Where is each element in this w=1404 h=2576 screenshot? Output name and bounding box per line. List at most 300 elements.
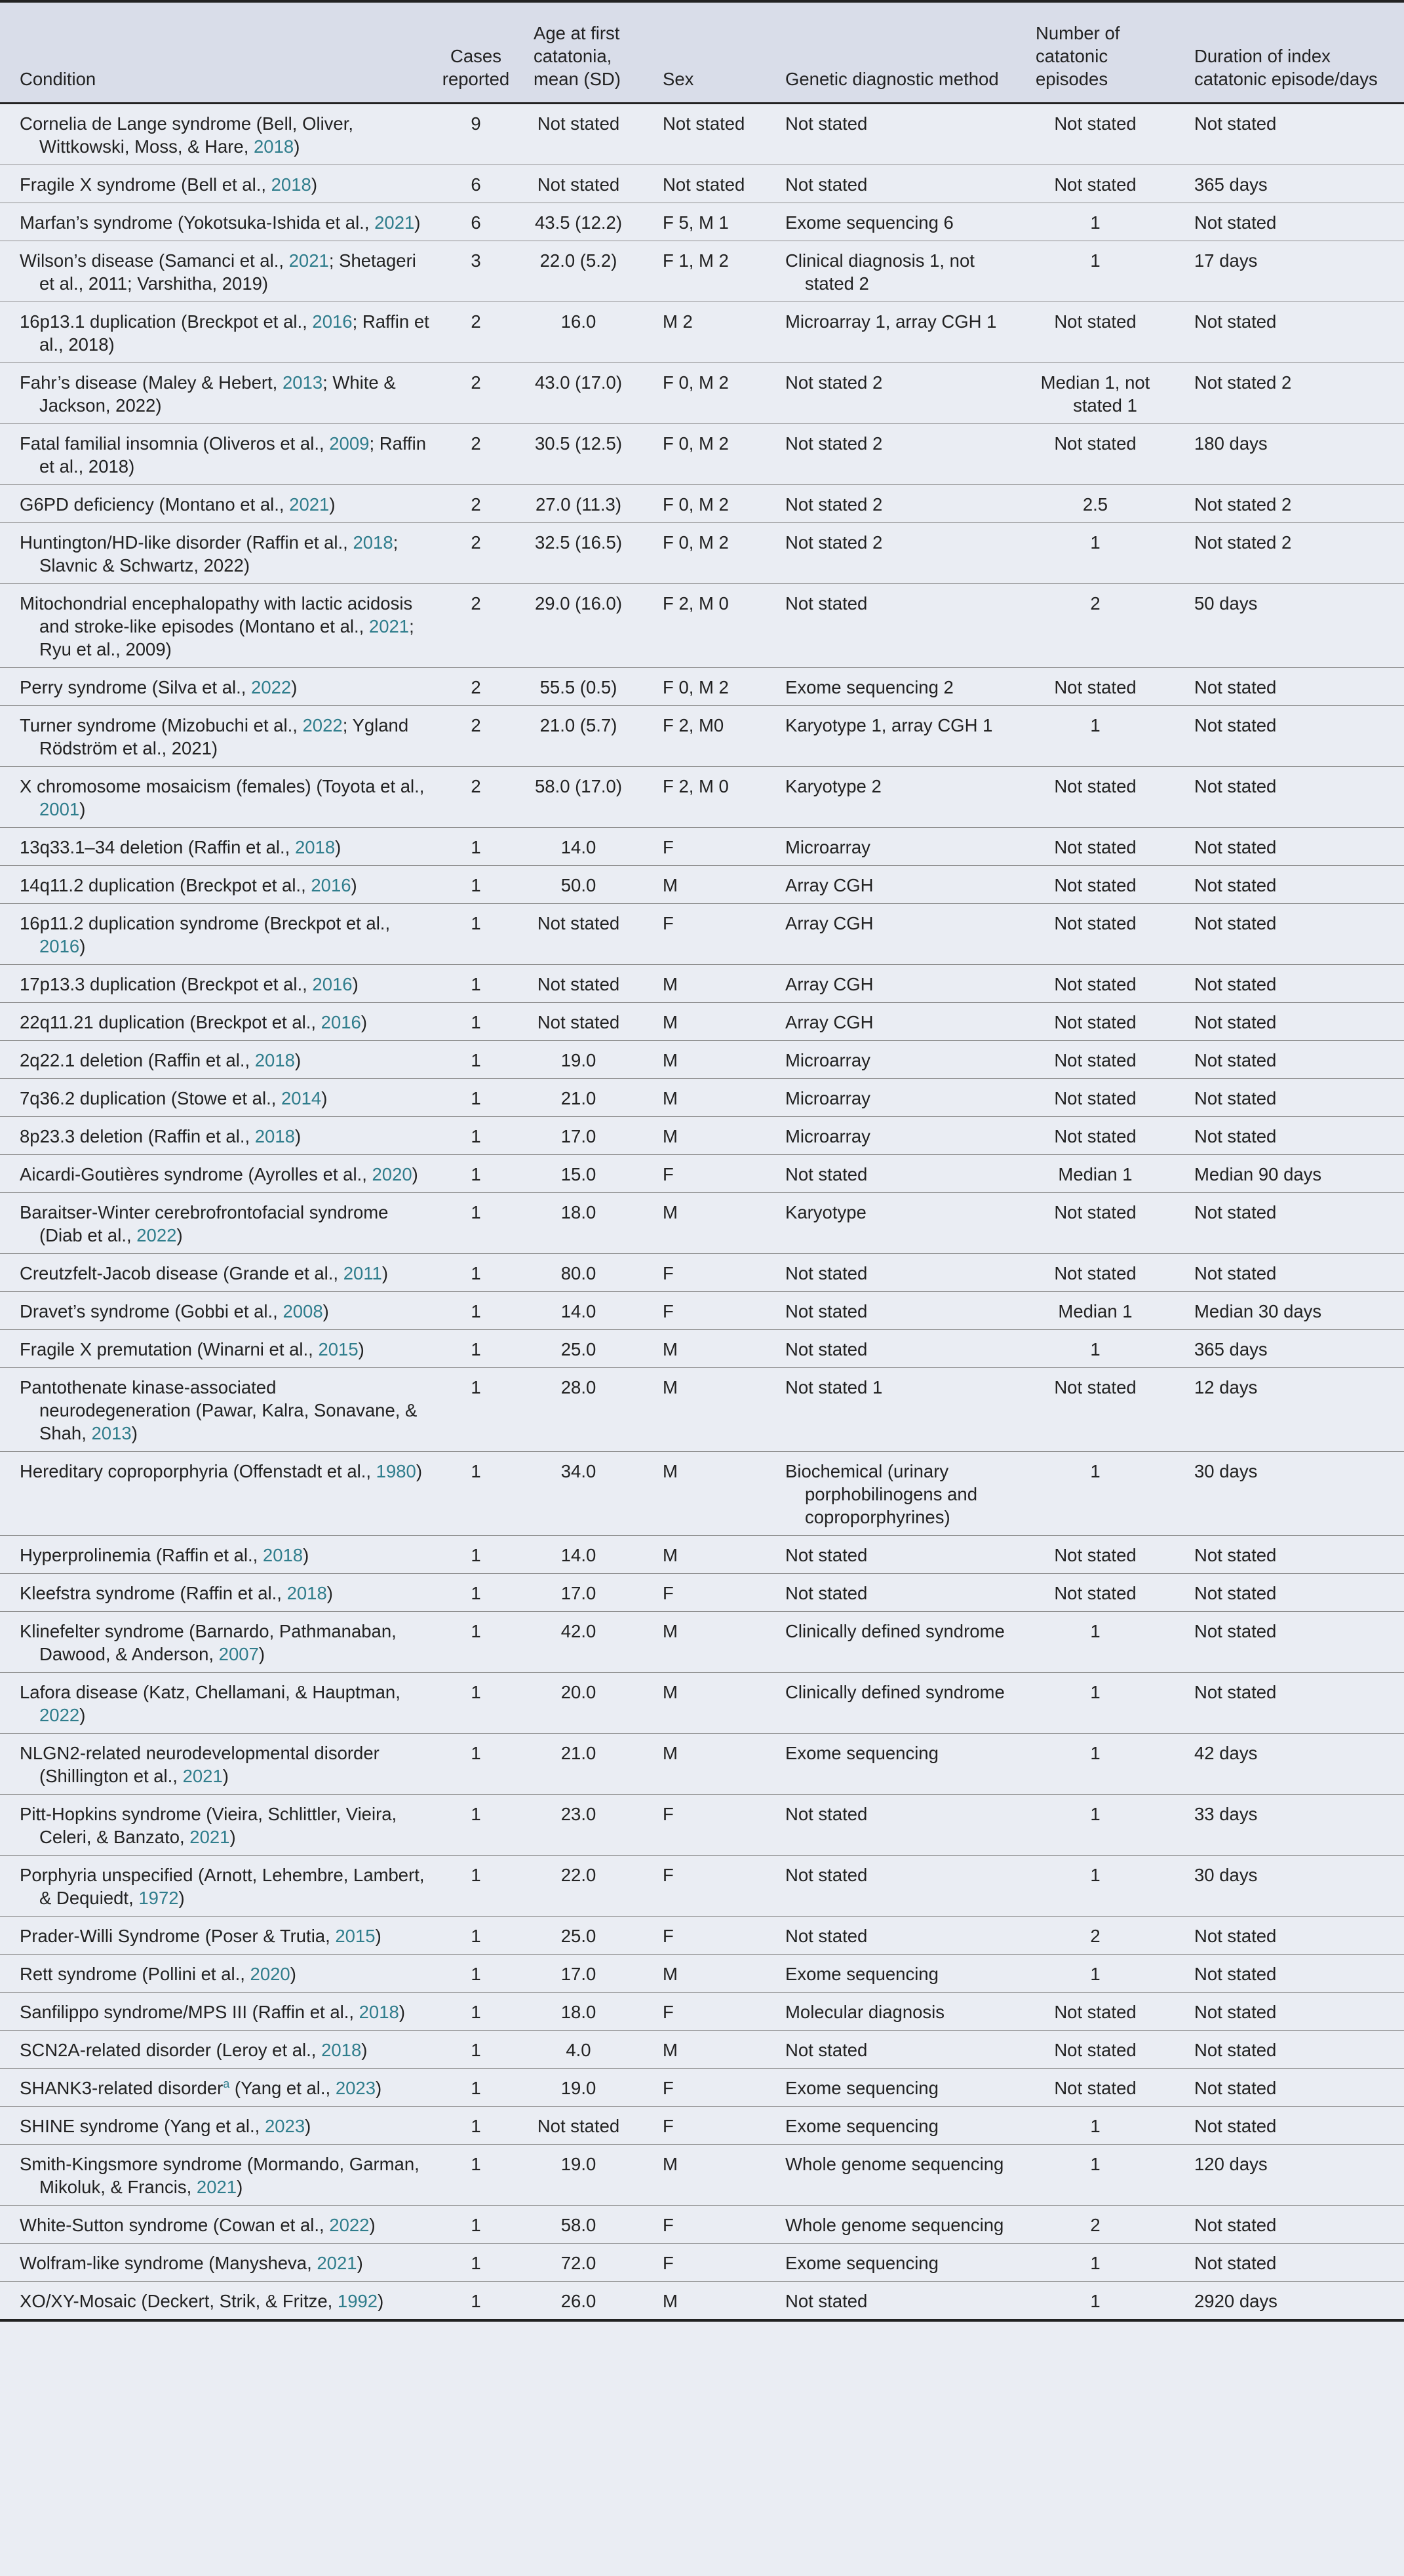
cases-cell <box>438 1291 514 1329</box>
duration-cell <box>1175 2144 1404 2205</box>
table-row <box>0 1954 1404 1992</box>
citation-year-link[interactable]: 2016 <box>311 874 351 895</box>
sex-value: M <box>663 1011 678 1032</box>
age-value: 18.0 <box>560 1201 596 1222</box>
citation-year-link[interactable]: 1972 <box>138 1887 179 1908</box>
citation-year-link[interactable]: 2008 <box>283 1300 323 1321</box>
table-row <box>0 165 1404 203</box>
sex-value: F 2, M0 <box>663 714 724 735</box>
method-value: Not stated 2 <box>785 372 883 393</box>
citation-year-link[interactable]: 2021 <box>368 615 410 636</box>
condition-text <box>20 1681 431 1727</box>
header-age: Age at first catatonia, mean (SD) <box>514 1 643 103</box>
citation-tail: ) <box>357 2252 363 2273</box>
sex-cell <box>643 241 766 302</box>
episodes-value: 1 <box>1090 2252 1101 2273</box>
condition-cell <box>0 1855 438 1916</box>
method-value: Not stated <box>785 1864 868 1885</box>
age-value: 20.0 <box>560 1681 596 1702</box>
age-value: 4.0 <box>566 2039 591 2060</box>
condition-text <box>20 2077 431 2099</box>
condition-name: 2q22.1 deletion (Raffin et al., <box>20 1049 255 1070</box>
citation-year-link[interactable]: 2018 <box>321 2039 362 2060</box>
table-row <box>0 1855 1404 1916</box>
age-cell <box>514 103 643 165</box>
method-value: Not stated <box>785 113 868 134</box>
citation-year-link[interactable]: 2018 <box>294 836 336 857</box>
age-value: 14.0 <box>560 836 596 857</box>
cases-value: 2 <box>471 714 481 735</box>
citation-year-link[interactable]: 2023 <box>264 2115 305 2136</box>
episodes-value: Not stated <box>1054 1262 1137 1283</box>
citation-tail: ) <box>381 1262 389 1283</box>
condition-name: 16p13.1 duplication (Breckpot et al., <box>20 311 313 332</box>
duration-value: Not stated <box>1194 874 1277 895</box>
condition-name: Baraitser-Winter cerebrofrontofacial syndrome (Diab et al., <box>20 1201 389 1245</box>
sex-cell <box>643 1954 766 1992</box>
cases-cell <box>438 241 514 302</box>
table-row <box>0 1078 1404 1116</box>
citation-tail: ) <box>358 1338 364 1359</box>
method-value: Not stated <box>785 1338 868 1359</box>
duration-cell <box>1175 2281 1404 2320</box>
age-value: 27.0 (11.3) <box>536 494 621 515</box>
citation-tail: ) <box>414 212 421 233</box>
sex-cell <box>643 1116 766 1154</box>
citation-year-link[interactable]: 1980 <box>376 1460 416 1481</box>
sex-cell <box>643 2281 766 2320</box>
sex-cell <box>643 1367 766 1451</box>
citation-year-link[interactable]: 2018 <box>271 174 311 195</box>
age-cell <box>514 165 643 203</box>
condition-text <box>20 2290 431 2313</box>
sex-value: M <box>663 1742 678 1763</box>
age-value: 29.0 (16.0) <box>534 593 622 614</box>
method-value: Not stated <box>785 1803 868 1824</box>
age-value: 43.5 (12.2) <box>534 212 622 233</box>
condition-cell <box>0 1954 438 1992</box>
condition-cell <box>0 1329 438 1367</box>
method-value: Exome sequencing 6 <box>785 212 954 233</box>
sex-cell <box>643 903 766 964</box>
citation-year-link[interactable]: 2013 <box>91 1422 132 1443</box>
sex-value: F <box>663 912 674 933</box>
condition-name: 16p11.2 duplication syndrome (Breckpot et al., <box>20 912 391 933</box>
sex-cell <box>643 1040 766 1078</box>
method-cell <box>766 964 1016 1002</box>
citation-year-link[interactable]: 2023 <box>335 2077 376 2098</box>
episodes-value: Not stated <box>1054 311 1137 332</box>
age-cell <box>514 1002 643 1040</box>
table-row <box>0 1733 1404 1794</box>
cases-cell <box>438 964 514 1002</box>
cases-cell <box>438 583 514 667</box>
episodes-cell <box>1016 2106 1175 2144</box>
condition-cell <box>0 1573 438 1611</box>
cases-value: 2 <box>471 494 481 515</box>
citation-year-link[interactable]: 2021 <box>289 494 330 515</box>
method-value: Array CGH <box>785 912 874 933</box>
condition-cell <box>0 1451 438 1535</box>
age-value: 25.0 <box>560 1925 596 1946</box>
episodes-cell <box>1016 705 1175 766</box>
sex-cell <box>643 2068 766 2106</box>
citation-year-link[interactable]: 2021 <box>288 250 329 271</box>
citation-year-link[interactable]: 1992 <box>337 2290 378 2311</box>
citation-tail: ) <box>131 1422 138 1443</box>
duration-cell <box>1175 2106 1404 2144</box>
citation-year-link[interactable]: 2021 <box>317 2252 357 2273</box>
method-cell <box>766 1116 1016 1154</box>
table-row <box>0 2068 1404 2106</box>
cases-cell <box>438 1794 514 1855</box>
duration-cell <box>1175 165 1404 203</box>
cases-cell <box>438 1154 514 1192</box>
duration-value: Not stated <box>1194 1125 1277 1146</box>
sex-value: Not stated <box>663 174 745 195</box>
sex-cell <box>643 1291 766 1329</box>
citation-year-link[interactable]: 2009 <box>329 433 370 454</box>
episodes-cell <box>1016 423 1175 484</box>
age-cell <box>514 2205 643 2243</box>
age-cell <box>514 1916 643 1954</box>
condition-cell <box>0 522 438 583</box>
condition-name: Aicardi-Goutières syndrome (Ayrolles et al., <box>20 1163 372 1184</box>
cases-value: 1 <box>471 2077 481 2098</box>
condition-cell <box>0 2068 438 2106</box>
citation-year-link[interactable]: 2022 <box>329 2214 370 2235</box>
duration-cell <box>1175 1192 1404 1253</box>
cases-value: 1 <box>471 1925 481 1946</box>
cases-value: 1 <box>471 1582 481 1603</box>
method-value: Not stated <box>785 1544 868 1565</box>
citation-tail: ; Slavnic & Schwartz, 2022) <box>39 532 399 576</box>
duration-value: Not stated <box>1194 912 1277 933</box>
condition-name: G6PD deficiency (Montano et al., <box>20 494 290 515</box>
citation-year-link[interactable]: 2018 <box>254 1049 295 1070</box>
cases-cell <box>438 1611 514 1672</box>
method-value: Microarray <box>785 1125 870 1146</box>
episodes-cell <box>1016 667 1175 705</box>
citation-year-link[interactable]: 2020 <box>250 1963 290 1984</box>
method-cell <box>766 1794 1016 1855</box>
sex-value: F <box>663 1582 674 1603</box>
condition-name: Mitochondrial encephalopathy with lactic acidosis and stroke-like episodes (Montano et al., <box>20 593 413 636</box>
method-cell <box>766 1002 1016 1040</box>
age-value: 21.0 <box>560 1742 596 1763</box>
duration-cell <box>1175 362 1404 423</box>
duration-value: Not stated <box>1194 2214 1277 2235</box>
method-value: Molecular diagnosis <box>785 2001 945 2022</box>
age-value: 26.0 <box>560 2290 596 2311</box>
duration-value: Not stated <box>1194 2115 1277 2136</box>
sex-value: F 0, M 2 <box>663 372 729 393</box>
table-row <box>0 203 1404 241</box>
table-row <box>0 2106 1404 2144</box>
duration-value: Not stated <box>1194 1544 1277 1565</box>
method-cell <box>766 1733 1016 1794</box>
condition-text <box>20 173 431 196</box>
sex-value: M <box>663 1681 678 1702</box>
citation-year-link[interactable]: 2022 <box>251 676 292 697</box>
age-cell <box>514 1733 643 1794</box>
method-cell <box>766 1916 1016 1954</box>
table-row <box>0 241 1404 302</box>
cases-value: 1 <box>471 1262 481 1283</box>
cases-cell <box>438 1040 514 1078</box>
age-value: Not stated <box>537 973 620 994</box>
duration-value: Not stated 2 <box>1194 532 1292 553</box>
citation-year-link[interactable]: 2001 <box>39 798 80 819</box>
cases-value: 2 <box>471 775 481 796</box>
age-cell <box>514 423 643 484</box>
method-value: Not stated 2 <box>785 494 883 515</box>
citation-year-link[interactable]: 2011 <box>343 1262 382 1283</box>
method-value: Karyotype <box>785 1201 867 1222</box>
episodes-value: 2.5 <box>1082 494 1108 515</box>
method-cell <box>766 865 1016 903</box>
condition-name: Smith-Kingsmore syndrome (Mormando, Garman, Mikoluk, & Francis, <box>20 2153 419 2197</box>
method-cell <box>766 522 1016 583</box>
duration-value: 120 days <box>1194 2153 1268 2174</box>
episodes-value: 1 <box>1090 1620 1101 1641</box>
age-value: 42.0 <box>560 1620 596 1641</box>
duration-value: Not stated <box>1194 973 1277 994</box>
citation-year-link[interactable]: 2018 <box>254 136 294 157</box>
cases-cell <box>438 2205 514 2243</box>
episodes-cell <box>1016 1855 1175 1916</box>
duration-cell <box>1175 1954 1404 1992</box>
citation-year-link[interactable]: 2016 <box>312 311 353 332</box>
citation-year-link[interactable]: 2016 <box>312 973 353 994</box>
header-cases: Cases reported <box>438 1 514 103</box>
citation-tail: ) <box>79 1704 86 1725</box>
sex-cell <box>643 1733 766 1794</box>
duration-value: Median 90 days <box>1194 1163 1322 1184</box>
cases-cell <box>438 1451 514 1535</box>
condition-text <box>20 112 431 158</box>
citation-year-link[interactable]: 2021 <box>189 1826 230 1847</box>
citation-year-link[interactable]: 2018 <box>353 532 393 553</box>
duration-value: Not stated <box>1194 1681 1277 1702</box>
citation-year-link[interactable]: 2013 <box>282 372 323 393</box>
citation-year-link[interactable]: 2021 <box>196 2176 237 2197</box>
cases-value: 1 <box>471 2252 481 2273</box>
duration-cell <box>1175 1154 1404 1192</box>
condition-text <box>20 1803 431 1848</box>
episodes-value: Not stated <box>1054 2001 1137 2022</box>
sex-value: F <box>663 2214 674 2235</box>
cases-value: 1 <box>471 2153 481 2174</box>
citation-year-link[interactable]: 2015 <box>318 1338 359 1359</box>
age-value: 43.0 (17.0) <box>534 372 622 393</box>
cases-cell <box>438 203 514 241</box>
condition-cell <box>0 2030 438 2068</box>
sex-cell <box>643 766 766 827</box>
method-cell <box>766 1451 1016 1535</box>
citation-tail: ; Ryu et al., 2009) <box>39 615 414 659</box>
duration-value: Not stated <box>1194 775 1277 796</box>
age-value: 19.0 <box>560 1049 596 1070</box>
episodes-value: Median 1, not stated 1 <box>1040 372 1150 416</box>
citation-year-link[interactable]: 2020 <box>372 1163 412 1184</box>
episodes-value: Not stated <box>1054 912 1137 933</box>
duration-cell <box>1175 1916 1404 1954</box>
condition-name: Pantothenate kinase-associated neurodegeneration (Pawar, Kalra, Sonavane, & Shah, <box>20 1376 418 1443</box>
cases-cell <box>438 1992 514 2030</box>
sex-value: F 0, M 2 <box>663 433 729 454</box>
episodes-cell <box>1016 1794 1175 1855</box>
episodes-cell <box>1016 203 1175 241</box>
age-cell <box>514 302 643 362</box>
episodes-cell <box>1016 1992 1175 2030</box>
episodes-cell <box>1016 766 1175 827</box>
duration-value: Not stated <box>1194 676 1277 697</box>
citation-year-link[interactable]: 2016 <box>321 1011 361 1032</box>
duration-cell <box>1175 484 1404 522</box>
age-value: 21.0 <box>560 1087 596 1108</box>
sex-value: F <box>663 836 674 857</box>
method-value: Array CGH <box>785 874 874 895</box>
age-value: 22.0 <box>560 1864 596 1885</box>
episodes-cell <box>1016 103 1175 165</box>
condition-cell <box>0 827 438 865</box>
duration-value: Not stated <box>1194 1201 1277 1222</box>
condition-name: 22q11.21 duplication (Breckpot et al., <box>20 1011 321 1032</box>
citation-year-link[interactable]: 2018 <box>359 2001 399 2022</box>
citation-year-link[interactable]: 2018 <box>254 1125 295 1146</box>
sex-cell <box>643 1855 766 1916</box>
citation-tail: ) <box>412 1163 418 1184</box>
episodes-cell <box>1016 1192 1175 1253</box>
citation-tail: ; Raffin et al., 2018) <box>39 311 429 355</box>
cases-cell <box>438 1672 514 1733</box>
episodes-cell <box>1016 362 1175 423</box>
age-value: 14.0 <box>560 1544 596 1565</box>
condition-text <box>20 2153 431 2198</box>
duration-value: Not stated <box>1194 2001 1277 2022</box>
citation-year-link[interactable]: 2022 <box>39 1704 80 1725</box>
condition-cell <box>0 1992 438 2030</box>
table-row <box>0 1535 1404 1573</box>
sex-cell <box>643 423 766 484</box>
method-cell <box>766 667 1016 705</box>
citation-year-link[interactable]: 2022 <box>136 1224 177 1245</box>
sex-cell <box>643 362 766 423</box>
cases-cell <box>438 766 514 827</box>
episodes-value: Not stated <box>1054 874 1137 895</box>
condition-name: Sanfilippo syndrome/MPS III (Raffin et al., <box>20 2001 359 2022</box>
citation-year-link[interactable]: 2015 <box>335 1925 376 1946</box>
citation-year-link[interactable]: 2007 <box>218 1643 259 1664</box>
sex-value: M <box>663 2039 678 2060</box>
condition-cell <box>0 1535 438 1573</box>
age-cell <box>514 362 643 423</box>
sex-value: F 0, M 2 <box>663 676 729 697</box>
duration-cell <box>1175 1116 1404 1154</box>
duration-value: Not stated 2 <box>1194 494 1292 515</box>
method-value: Clinical diagnosis 1, not stated 2 <box>785 250 975 294</box>
duration-value: Not stated <box>1194 1049 1277 1070</box>
method-value: Exome sequencing <box>785 1963 939 1984</box>
citation-tail: ) <box>178 1887 185 1908</box>
sex-cell <box>643 1916 766 1954</box>
sex-value: F 2, M 0 <box>663 775 729 796</box>
duration-value: Not stated <box>1194 1262 1277 1283</box>
citation-tail: ) <box>321 1087 328 1108</box>
condition-name: Fatal familial insomnia (Oliveros et al., <box>20 433 330 454</box>
cases-cell <box>438 2030 514 2068</box>
condition-cell <box>0 1291 438 1329</box>
episodes-value: 1 <box>1090 2115 1101 2136</box>
citation-year-link[interactable]: 2022 <box>302 714 343 735</box>
method-cell <box>766 583 1016 667</box>
citation-year-link[interactable]: 2016 <box>39 935 80 956</box>
episodes-value: Not stated <box>1054 2039 1137 2060</box>
citation-year-link[interactable]: 2014 <box>281 1087 322 1108</box>
condition-name: X chromosome mosaicism (females) (Toyota et al., <box>20 775 425 796</box>
age-cell <box>514 2068 643 2106</box>
sex-value: M <box>663 973 678 994</box>
citation-tail: ) <box>322 1300 329 1321</box>
condition-cell <box>0 103 438 165</box>
cases-value: 1 <box>471 874 481 895</box>
condition-name: Wolfram-like syndrome (Manysheva, <box>20 2252 317 2273</box>
cases-cell <box>438 1954 514 1992</box>
citation-tail: ) <box>290 1963 296 1984</box>
sex-value: M <box>663 2153 678 2174</box>
cases-cell <box>438 1253 514 1291</box>
condition-text <box>20 1087 431 1110</box>
citation-tail: ) <box>329 494 336 515</box>
age-value: 30.5 (12.5) <box>534 433 622 454</box>
episodes-value: Not stated <box>1054 113 1137 134</box>
age-cell <box>514 1794 643 1855</box>
method-cell <box>766 1040 1016 1078</box>
method-cell <box>766 766 1016 827</box>
age-cell <box>514 2243 643 2281</box>
episodes-cell <box>1016 165 1175 203</box>
episodes-cell <box>1016 1916 1175 1954</box>
citation-year-link[interactable]: 2021 <box>374 212 415 233</box>
cases-cell <box>438 103 514 165</box>
citation-year-link[interactable]: 2018 <box>286 1582 327 1603</box>
citation-year-link[interactable]: 2018 <box>262 1544 303 1565</box>
method-cell <box>766 1611 1016 1672</box>
condition-cell <box>0 1794 438 1855</box>
table-row <box>0 1573 1404 1611</box>
condition-name: Hereditary coproporphyria (Offenstadt et al., <box>20 1460 376 1481</box>
citation-year-link[interactable]: 2021 <box>182 1765 223 1786</box>
episodes-value: 1 <box>1090 1460 1101 1481</box>
duration-cell <box>1175 903 1404 964</box>
duration-cell <box>1175 1367 1404 1451</box>
age-cell <box>514 241 643 302</box>
episodes-value: Not stated <box>1054 174 1137 195</box>
cases-cell <box>438 484 514 522</box>
citation-tail: ) <box>303 1544 309 1565</box>
table-row <box>0 2243 1404 2281</box>
age-cell <box>514 1329 643 1367</box>
episodes-value: 1 <box>1090 1742 1101 1763</box>
table-row <box>0 1154 1404 1192</box>
episodes-cell <box>1016 484 1175 522</box>
table-row <box>0 766 1404 827</box>
method-cell <box>766 1992 1016 2030</box>
table-row <box>0 1253 1404 1291</box>
method-value: Not stated <box>785 174 868 195</box>
header-method: Genetic diagnostic method <box>766 1 1016 103</box>
